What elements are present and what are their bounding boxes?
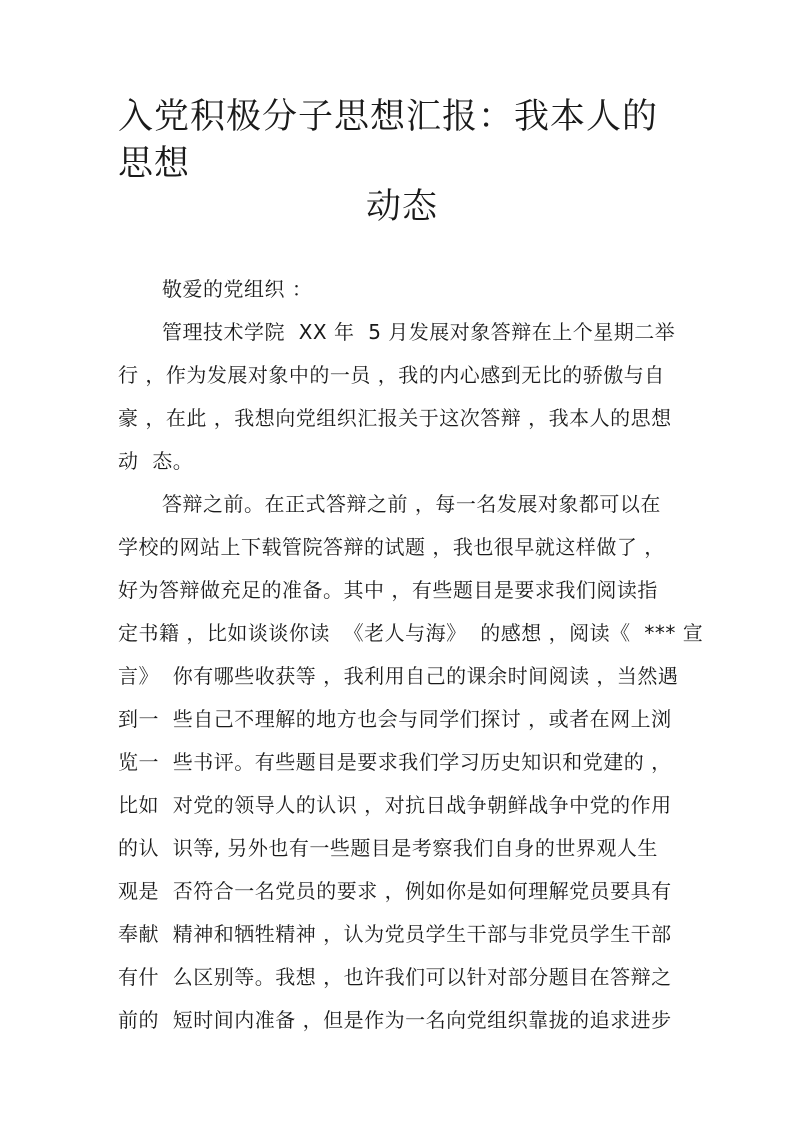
paragraph-line: 奉献 精神和牺牲精神 ，认为党员学生干部与非党员学生干部 [118, 922, 672, 946]
document-title: 入党积极分子思想汇报：我本人的思想 [118, 97, 659, 184]
paragraph-line: 豪 ，在此 ，我想向党组织汇报关于这次答辩 ，我本人的思想 [118, 406, 672, 430]
paragraph-line: 的认 识等, 另外也有一些题目是考察我们自身的世界观人生 [118, 836, 658, 860]
paragraph-line: 管理技术学院 XX 年 5 月发展对象答辩在上个星期二举 [162, 320, 676, 344]
paragraph-line: 定书籍 ，比如谈谈你读 《老人与海》 的感想 ，阅读《 *** 宣 [118, 621, 704, 645]
salutation-line: 敬爱的党组织 ： [162, 277, 313, 301]
paragraph-line: 学校的网站上下载管院答辩的试题 ，我也很早就这样做了 ， [118, 535, 665, 559]
paragraph-line: 动 态。 [118, 449, 194, 473]
paragraph-line: 行 ，作为发展对象中的一员 ，我的内心感到无比的骄傲与自 [118, 363, 665, 387]
document-title-continuation: 动态 [366, 187, 439, 227]
paragraph-line: 言》 你有哪些收获等 ，我利用自己的课余时间阅读 ，当然遇 [118, 664, 679, 688]
paragraph-line: 答辩之前。在正式答辩之前 ，每一名发展对象都可以在 [162, 492, 661, 516]
paragraph-line: 前的 短时间内准备 ，但是作为一名向党组织靠拢的追求进步 [118, 1008, 672, 1032]
paragraph-line: 览一 些书评。有些题目是要求我们学习历史知识和党建的 ， [118, 750, 672, 774]
paragraph-line: 有什 么区别等。我想 ，也许我们可以针对部分题目在答辩之 [118, 965, 672, 989]
paragraph-line: 比如 对党的领导人的认识 ，对抗日战争朝鲜战争中党的作用 [118, 793, 672, 817]
paragraph-line: 观是 否符合一名党员的要求 ，例如你是如何理解党员要具有 [118, 879, 672, 903]
paragraph-line: 好为答辩做充足的准备。其中 ，有些题目是要求我们阅读指 [118, 578, 658, 602]
paragraph-line: 到一 些自己不理解的地方也会与同学们探讨 ，或者在网上浏 [118, 707, 672, 731]
